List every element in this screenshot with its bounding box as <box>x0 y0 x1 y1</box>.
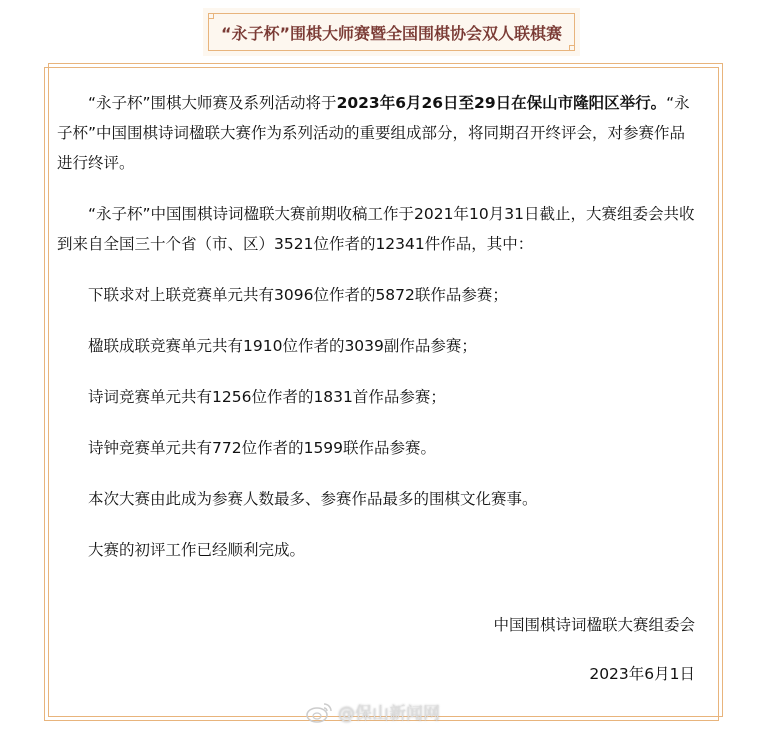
paragraph-text: “永子杯”围棋大师赛及系列活动将于 <box>88 94 337 112</box>
title-frame <box>208 13 575 51</box>
paragraph-text: “永子杯”中国围棋诗词楹联大赛作为系列活动的重要组成部分，将同期召开终评会，对参赛作品进行终评。 <box>57 94 690 172</box>
watermark-text: @保山新闻网 <box>338 704 440 724</box>
paragraph-bold-text: 2023年6月26日至29日在保山市隆阳区举行。 <box>336 94 667 112</box>
paragraph-7: 本次大赛由此成为参赛人数最多、参赛作品最多的围棋文化赛事。 <box>88 490 538 508</box>
paragraph-5: 诗词竞赛单元共有1256位作者的1831首作品参赛； <box>88 388 446 406</box>
signature-organization: 中国围棋诗词楹联大赛组委会 <box>493 616 695 634</box>
watermark <box>306 699 440 724</box>
paragraph-3: 下联求对上联竞赛单元共有3096位作者的5872联作品参赛； <box>88 286 508 304</box>
title-banner <box>203 8 580 56</box>
paragraph-6: 诗钟竞赛单元共有772位作者的1599联作品参赛。 <box>88 439 437 457</box>
paragraph-2: “永子杯”中国围棋诗词楹联大赛前期收稿工作于2021年10月31日截止，大赛组委会共收到来自全国三十个省（市、区）3521位作者的12341件作品，其中： <box>57 205 695 253</box>
signature-date: 2023年6月1日 <box>589 665 695 683</box>
paragraph-8: 大赛的初评工作已经顺利完成。 <box>88 541 306 559</box>
page-title: “永子杯”围棋大师赛暨全国围棋协会双人联棋赛 <box>220 23 563 43</box>
article-body <box>57 88 700 586</box>
paragraph-1 <box>57 88 700 178</box>
weibo-icon <box>306 701 334 723</box>
paragraph-4: 楹联成联竞赛单元共有1910位作者的3039副作品参赛； <box>88 337 477 355</box>
